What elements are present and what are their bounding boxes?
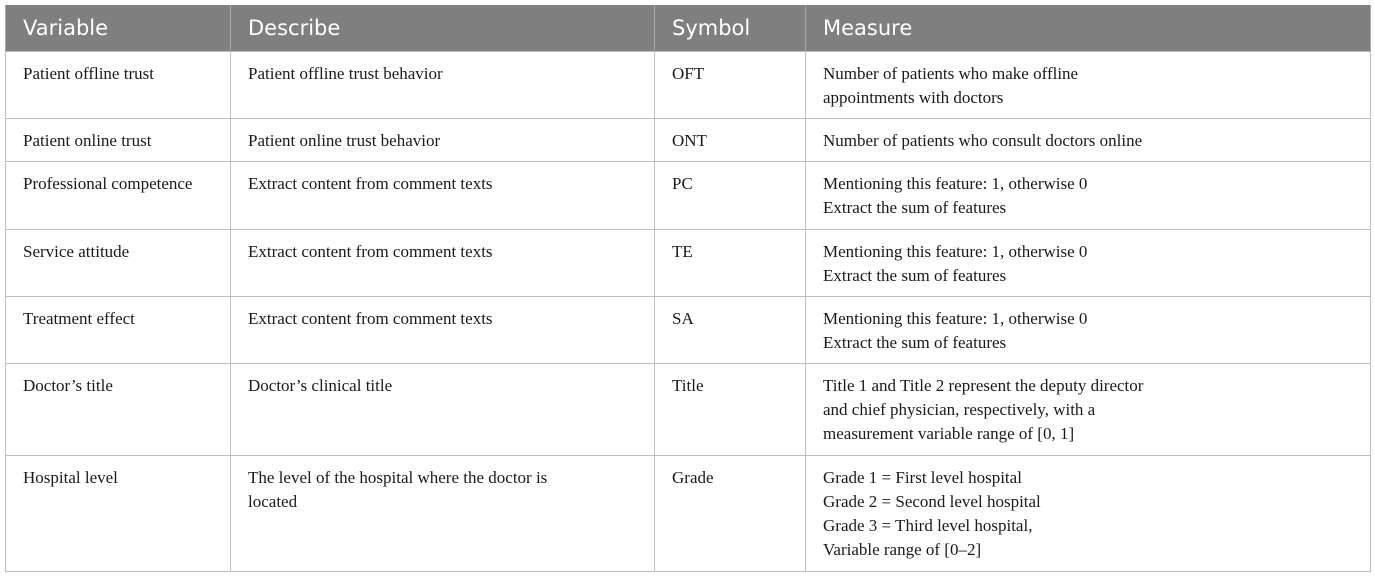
cell-symbol: TE bbox=[655, 229, 806, 296]
cell-measure bbox=[806, 51, 1371, 118]
header-describe: Describe bbox=[231, 5, 655, 51]
measure-line: measurement variable range of [0, 1] bbox=[823, 423, 1075, 443]
cell-measure bbox=[806, 118, 1371, 161]
measure-line: and chief physician, respectively, with a bbox=[823, 399, 1096, 419]
table-row bbox=[6, 296, 1371, 363]
cell-symbol: ONT bbox=[655, 118, 806, 161]
measure-line: Grade 3 = Third level hospital, bbox=[823, 515, 1033, 535]
describe-line: Extract content from comment texts bbox=[248, 308, 493, 328]
cell-describe bbox=[231, 296, 655, 363]
cell-describe bbox=[231, 363, 655, 455]
measure-line: Grade 2 = Second level hospital bbox=[823, 491, 1041, 511]
table-row bbox=[6, 118, 1371, 161]
cell-describe bbox=[231, 455, 655, 571]
cell-measure bbox=[806, 229, 1371, 296]
describe-line: located bbox=[248, 491, 298, 511]
cell-symbol: OFT bbox=[655, 51, 806, 118]
measure-line: appointments with doctors bbox=[823, 87, 1004, 107]
cell-symbol: Grade bbox=[655, 455, 806, 571]
table-row bbox=[6, 363, 1371, 455]
cell-symbol: SA bbox=[655, 296, 806, 363]
measure-line: Number of patients who make offline bbox=[823, 63, 1079, 83]
measure-line: Extract the sum of features bbox=[823, 197, 1007, 217]
variables-table bbox=[5, 5, 1371, 572]
header-row bbox=[6, 5, 1371, 51]
describe-line: Extract content from comment texts bbox=[248, 241, 493, 261]
cell-variable: Service attitude bbox=[6, 229, 231, 296]
describe-line: Doctor’s clinical title bbox=[248, 375, 393, 395]
table-body bbox=[6, 51, 1371, 571]
table-row bbox=[6, 161, 1371, 229]
measure-line: Mentioning this feature: 1, otherwise 0 bbox=[823, 173, 1088, 193]
cell-describe bbox=[231, 118, 655, 161]
measure-line: Grade 1 = First level hospital bbox=[823, 467, 1022, 487]
measure-line: Title 1 and Title 2 represent the deputy director bbox=[823, 375, 1144, 395]
describe-line: Extract content from comment texts bbox=[248, 173, 493, 193]
measure-line: Number of patients who consult doctors online bbox=[823, 130, 1143, 150]
cell-measure bbox=[806, 455, 1371, 571]
header-measure: Measure bbox=[806, 5, 1371, 51]
table-row bbox=[6, 229, 1371, 296]
cell-measure bbox=[806, 363, 1371, 455]
cell-measure bbox=[806, 296, 1371, 363]
describe-line: Patient offline trust behavior bbox=[248, 63, 443, 83]
measure-line: Extract the sum of features bbox=[823, 265, 1007, 285]
cell-variable: Treatment effect bbox=[6, 296, 231, 363]
cell-measure bbox=[806, 161, 1371, 229]
cell-variable: Patient online trust bbox=[6, 118, 231, 161]
cell-variable: Doctor’s title bbox=[6, 363, 231, 455]
cell-variable: Hospital level bbox=[6, 455, 231, 571]
cell-variable: Patient offline trust bbox=[6, 51, 231, 118]
header-variable: Variable bbox=[6, 5, 231, 51]
measure-line: Mentioning this feature: 1, otherwise 0 bbox=[823, 308, 1088, 328]
cell-describe bbox=[231, 229, 655, 296]
cell-describe bbox=[231, 51, 655, 118]
cell-describe bbox=[231, 161, 655, 229]
cell-symbol: PC bbox=[655, 161, 806, 229]
cell-variable: Professional competence bbox=[6, 161, 231, 229]
table-row bbox=[6, 455, 1371, 571]
table-header bbox=[6, 5, 1371, 51]
measure-line: Variable range of [0–2] bbox=[823, 539, 982, 559]
header-symbol: Symbol bbox=[655, 5, 806, 51]
measure-line: Extract the sum of features bbox=[823, 332, 1007, 352]
describe-line: The level of the hospital where the doctor is bbox=[248, 467, 548, 487]
measure-line: Mentioning this feature: 1, otherwise 0 bbox=[823, 241, 1088, 261]
cell-symbol: Title bbox=[655, 363, 806, 455]
describe-line: Patient online trust behavior bbox=[248, 130, 441, 150]
table-row bbox=[6, 51, 1371, 118]
